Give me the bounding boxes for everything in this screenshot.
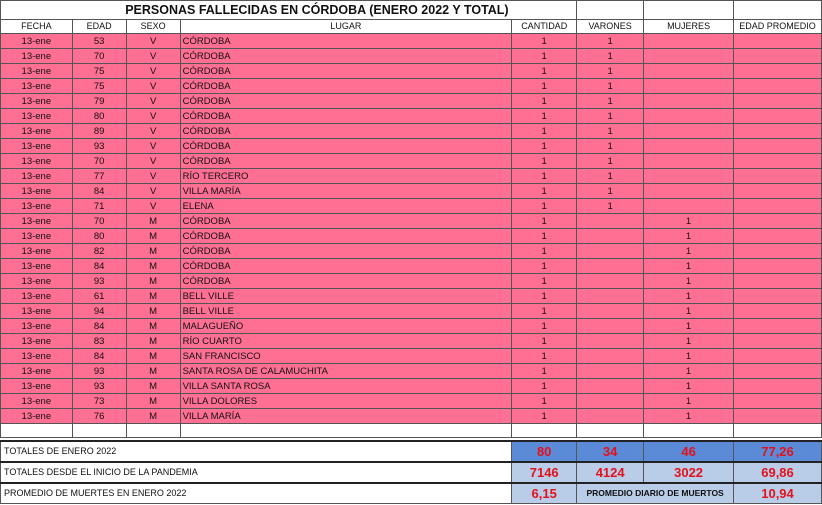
cell-edad-promedio[interactable] xyxy=(734,214,822,229)
cell-mujeres[interactable] xyxy=(644,49,734,64)
spacer-cell[interactable] xyxy=(126,424,180,438)
title-blank-cell[interactable] xyxy=(734,1,822,20)
totals-month-edad-promedio[interactable]: 77,26 xyxy=(734,441,822,462)
cell-edad-promedio[interactable] xyxy=(734,34,822,49)
cell-edad[interactable]: 84 xyxy=(72,319,126,334)
cell-edad-promedio[interactable] xyxy=(734,349,822,364)
title-row xyxy=(1,1,822,20)
totals-month-row xyxy=(1,441,822,462)
cell-cantidad[interactable]: 1 xyxy=(512,319,577,334)
cell-edad[interactable]: 80 xyxy=(72,229,126,244)
cell-mujeres[interactable]: 1 xyxy=(644,334,734,349)
cell-fecha[interactable]: 13-ene xyxy=(1,394,73,409)
cell-sexo[interactable]: V xyxy=(126,109,180,124)
cell-cantidad[interactable]: 1 xyxy=(512,259,577,274)
cell-edad-promedio[interactable] xyxy=(734,244,822,259)
totals-month-label[interactable]: TOTALES DE ENERO 2022 xyxy=(1,441,512,462)
table-row xyxy=(1,379,822,394)
totals-pandemic-varones[interactable]: 4124 xyxy=(577,462,644,483)
cell-edad-promedio[interactable] xyxy=(734,289,822,304)
cell-cantidad[interactable]: 1 xyxy=(512,94,577,109)
cell-fecha[interactable]: 13-ene xyxy=(1,79,73,94)
table-row xyxy=(1,139,822,154)
table-row xyxy=(1,244,822,259)
title-blank-cell[interactable] xyxy=(1,1,73,20)
cell-sexo[interactable]: M xyxy=(126,334,180,349)
table-row xyxy=(1,34,822,49)
table-row xyxy=(1,184,822,199)
cell-lugar[interactable]: ELENA xyxy=(180,199,512,214)
cell-mujeres[interactable] xyxy=(644,184,734,199)
cell-lugar[interactable]: VILLA MARÍA xyxy=(180,184,512,199)
cell-edad[interactable]: 84 xyxy=(72,184,126,199)
cell-mujeres[interactable]: 1 xyxy=(644,409,734,424)
cell-lugar[interactable]: CÓRDOBA xyxy=(180,79,512,94)
cell-mujeres[interactable] xyxy=(644,154,734,169)
table-row xyxy=(1,49,822,64)
cell-edad-promedio[interactable] xyxy=(734,64,822,79)
cell-varones[interactable] xyxy=(577,319,644,334)
cell-edad[interactable]: 93 xyxy=(72,139,126,154)
cell-sexo[interactable]: V xyxy=(126,199,180,214)
cell-edad[interactable]: 82 xyxy=(72,244,126,259)
daily-average-value[interactable]: 10,94 xyxy=(734,483,822,504)
cell-lugar[interactable]: RÍO CUARTO xyxy=(180,334,512,349)
cell-mujeres[interactable]: 1 xyxy=(644,304,734,319)
cell-edad[interactable]: 79 xyxy=(72,94,126,109)
cell-varones[interactable] xyxy=(577,259,644,274)
cell-lugar[interactable]: CÓRDOBA xyxy=(180,64,512,79)
cell-lugar[interactable]: CÓRDOBA xyxy=(180,139,512,154)
cell-cantidad[interactable]: 1 xyxy=(512,274,577,289)
cell-varones[interactable]: 1 xyxy=(577,199,644,214)
cell-varones[interactable] xyxy=(577,394,644,409)
average-label[interactable]: PROMEDIO DE MUERTES EN ENERO 2022 xyxy=(1,483,512,504)
cell-edad-promedio[interactable] xyxy=(734,409,822,424)
cell-lugar[interactable]: CÓRDOBA xyxy=(180,94,512,109)
cell-cantidad[interactable]: 1 xyxy=(512,304,577,319)
spacer-cell[interactable] xyxy=(644,424,734,438)
cell-sexo[interactable]: M xyxy=(126,364,180,379)
cell-edad-promedio[interactable] xyxy=(734,199,822,214)
cell-edad[interactable]: 70 xyxy=(72,214,126,229)
cell-edad[interactable]: 61 xyxy=(72,289,126,304)
cell-mujeres[interactable]: 1 xyxy=(644,229,734,244)
cell-lugar[interactable]: CÓRDOBA xyxy=(180,109,512,124)
cell-varones[interactable] xyxy=(577,229,644,244)
cell-fecha[interactable]: 13-ene xyxy=(1,34,73,49)
cell-lugar[interactable]: CÓRDOBA xyxy=(180,124,512,139)
cell-edad-promedio[interactable] xyxy=(734,154,822,169)
cell-varones[interactable]: 1 xyxy=(577,124,644,139)
cell-lugar[interactable]: BELL VILLE xyxy=(180,289,512,304)
cell-varones[interactable]: 1 xyxy=(577,154,644,169)
cell-cantidad[interactable]: 1 xyxy=(512,349,577,364)
cell-varones[interactable]: 1 xyxy=(577,79,644,94)
totals-month-mujeres[interactable]: 46 xyxy=(644,441,734,462)
spacer-row xyxy=(1,424,822,438)
table-row xyxy=(1,409,822,424)
cell-mujeres[interactable]: 1 xyxy=(644,349,734,364)
cell-sexo[interactable]: V xyxy=(126,64,180,79)
cell-sexo[interactable]: M xyxy=(126,214,180,229)
cell-fecha[interactable]: 13-ene xyxy=(1,229,73,244)
cell-edad-promedio[interactable] xyxy=(734,49,822,64)
cell-lugar[interactable]: VILLA MARÍA xyxy=(180,409,512,424)
cell-varones[interactable]: 1 xyxy=(577,109,644,124)
totals-pandemic-row xyxy=(1,462,822,483)
table-row xyxy=(1,154,822,169)
totals-pandemic-cantidad[interactable]: 7146 xyxy=(512,462,577,483)
cell-cantidad[interactable]: 1 xyxy=(512,124,577,139)
table-row xyxy=(1,94,822,109)
cell-edad-promedio[interactable] xyxy=(734,184,822,199)
cell-varones[interactable] xyxy=(577,349,644,364)
cell-lugar[interactable]: BELL VILLE xyxy=(180,304,512,319)
cell-varones[interactable]: 1 xyxy=(577,184,644,199)
table-row xyxy=(1,334,822,349)
cell-lugar[interactable]: SANTA ROSA DE CALAMUCHITA xyxy=(180,364,512,379)
cell-fecha[interactable]: 13-ene xyxy=(1,349,73,364)
cell-edad[interactable]: 93 xyxy=(72,274,126,289)
cell-fecha[interactable]: 13-ene xyxy=(1,289,73,304)
cell-mujeres[interactable]: 1 xyxy=(644,274,734,289)
table-row xyxy=(1,259,822,274)
table-row xyxy=(1,304,822,319)
cell-cantidad[interactable]: 1 xyxy=(512,34,577,49)
cell-cantidad[interactable]: 1 xyxy=(512,139,577,154)
cell-lugar[interactable]: CÓRDOBA xyxy=(180,244,512,259)
cell-fecha[interactable]: 13-ene xyxy=(1,259,73,274)
header-sexo[interactable]: SEXO xyxy=(126,20,180,34)
cell-edad-promedio[interactable] xyxy=(734,364,822,379)
cell-fecha[interactable]: 13-ene xyxy=(1,304,73,319)
cell-edad-promedio[interactable] xyxy=(734,94,822,109)
cell-varones[interactable] xyxy=(577,334,644,349)
cell-mujeres[interactable] xyxy=(644,94,734,109)
table-row xyxy=(1,109,822,124)
cell-cantidad[interactable]: 1 xyxy=(512,184,577,199)
cell-mujeres[interactable] xyxy=(644,139,734,154)
cell-fecha[interactable]: 13-ene xyxy=(1,379,73,394)
cell-sexo[interactable]: V xyxy=(126,169,180,184)
cell-sexo[interactable]: M xyxy=(126,409,180,424)
header-edad-promedio[interactable]: EDAD PROMEDIO xyxy=(734,20,822,34)
cell-varones[interactable] xyxy=(577,244,644,259)
cell-fecha[interactable]: 13-ene xyxy=(1,94,73,109)
cell-mujeres[interactable]: 1 xyxy=(644,319,734,334)
spacer-cell[interactable] xyxy=(577,424,644,438)
cell-cantidad[interactable]: 1 xyxy=(512,64,577,79)
cell-sexo[interactable]: M xyxy=(126,274,180,289)
table-row xyxy=(1,364,822,379)
cell-varones[interactable]: 1 xyxy=(577,94,644,109)
title-blank-cell[interactable] xyxy=(644,1,734,20)
cell-varones[interactable]: 1 xyxy=(577,64,644,79)
cell-fecha[interactable]: 13-ene xyxy=(1,199,73,214)
table-row xyxy=(1,274,822,289)
cell-mujeres[interactable] xyxy=(644,34,734,49)
cell-edad-promedio[interactable] xyxy=(734,229,822,244)
cell-varones[interactable] xyxy=(577,409,644,424)
cell-edad[interactable]: 71 xyxy=(72,199,126,214)
totals-pandemic-edad-promedio[interactable]: 69,86 xyxy=(734,462,822,483)
cell-sexo[interactable]: M xyxy=(126,244,180,259)
cell-edad-promedio[interactable] xyxy=(734,334,822,349)
cell-edad[interactable]: 70 xyxy=(72,49,126,64)
cell-edad[interactable]: 53 xyxy=(72,34,126,49)
spacer-cell[interactable] xyxy=(1,424,73,438)
cell-fecha[interactable]: 13-ene xyxy=(1,169,73,184)
cell-varones[interactable]: 1 xyxy=(577,49,644,64)
cell-fecha[interactable]: 13-ene xyxy=(1,319,73,334)
table-row xyxy=(1,199,822,214)
table-row xyxy=(1,79,822,94)
cell-varones[interactable] xyxy=(577,304,644,319)
cell-fecha[interactable]: 13-ene xyxy=(1,64,73,79)
cell-edad-promedio[interactable] xyxy=(734,169,822,184)
cell-lugar[interactable]: CÓRDOBA xyxy=(180,154,512,169)
cell-cantidad[interactable]: 1 xyxy=(512,199,577,214)
cell-fecha[interactable]: 13-ene xyxy=(1,139,73,154)
cell-edad[interactable]: 70 xyxy=(72,154,126,169)
cell-fecha[interactable]: 13-ene xyxy=(1,109,73,124)
cell-cantidad[interactable]: 1 xyxy=(512,409,577,424)
cell-lugar[interactable]: CÓRDOBA xyxy=(180,274,512,289)
table-row xyxy=(1,64,822,79)
cell-varones[interactable] xyxy=(577,289,644,304)
cell-cantidad[interactable]: 1 xyxy=(512,214,577,229)
cell-mujeres[interactable] xyxy=(644,199,734,214)
cell-lugar[interactable]: SAN FRANCISCO xyxy=(180,349,512,364)
cell-edad[interactable]: 75 xyxy=(72,64,126,79)
cell-lugar[interactable]: RÍO TERCERO xyxy=(180,169,512,184)
spacer-cell[interactable] xyxy=(180,424,512,438)
cell-edad-promedio[interactable] xyxy=(734,109,822,124)
cell-edad-promedio[interactable] xyxy=(734,79,822,94)
cell-edad-promedio[interactable] xyxy=(734,304,822,319)
table-row xyxy=(1,124,822,139)
cell-mujeres[interactable] xyxy=(644,64,734,79)
cell-edad-promedio[interactable] xyxy=(734,319,822,334)
cell-lugar[interactable]: MALAGUEÑO xyxy=(180,319,512,334)
cell-sexo[interactable]: M xyxy=(126,379,180,394)
cell-mujeres[interactable] xyxy=(644,169,734,184)
cell-varones[interactable] xyxy=(577,364,644,379)
cell-edad-promedio[interactable] xyxy=(734,259,822,274)
cell-cantidad[interactable]: 1 xyxy=(512,154,577,169)
cell-fecha[interactable]: 13-ene xyxy=(1,334,73,349)
table-row xyxy=(1,229,822,244)
cell-varones[interactable] xyxy=(577,214,644,229)
cell-fecha[interactable]: 13-ene xyxy=(1,274,73,289)
totals-pandemic-mujeres[interactable]: 3022 xyxy=(644,462,734,483)
cell-fecha[interactable]: 13-ene xyxy=(1,184,73,199)
cell-sexo[interactable]: M xyxy=(126,319,180,334)
cell-sexo[interactable]: M xyxy=(126,349,180,364)
cell-cantidad[interactable]: 1 xyxy=(512,289,577,304)
cell-lugar[interactable]: CÓRDOBA xyxy=(180,229,512,244)
cell-sexo[interactable]: M xyxy=(126,229,180,244)
cell-sexo[interactable]: V xyxy=(126,154,180,169)
cell-sexo[interactable]: V xyxy=(126,49,180,64)
header-row xyxy=(1,20,822,34)
cell-fecha[interactable]: 13-ene xyxy=(1,244,73,259)
average-row xyxy=(1,483,822,504)
cell-lugar[interactable]: CÓRDOBA xyxy=(180,34,512,49)
table-row xyxy=(1,319,822,334)
cell-sexo[interactable]: V xyxy=(126,34,180,49)
cell-cantidad[interactable]: 1 xyxy=(512,244,577,259)
cell-edad[interactable]: 93 xyxy=(72,364,126,379)
cell-sexo[interactable]: V xyxy=(126,79,180,94)
cell-fecha[interactable]: 13-ene xyxy=(1,154,73,169)
cell-mujeres[interactable]: 1 xyxy=(644,259,734,274)
cell-edad-promedio[interactable] xyxy=(734,274,822,289)
cell-cantidad[interactable]: 1 xyxy=(512,364,577,379)
cell-edad-promedio[interactable] xyxy=(734,124,822,139)
totals-month-cantidad[interactable]: 80 xyxy=(512,441,577,462)
cell-varones[interactable] xyxy=(577,274,644,289)
cell-edad[interactable]: 89 xyxy=(72,124,126,139)
header-mujeres[interactable]: MUJERES xyxy=(644,20,734,34)
cell-lugar[interactable]: VILLA SANTA ROSA xyxy=(180,379,512,394)
cell-fecha[interactable]: 13-ene xyxy=(1,364,73,379)
cell-sexo[interactable]: V xyxy=(126,94,180,109)
cell-mujeres[interactable] xyxy=(644,124,734,139)
table-row xyxy=(1,169,822,184)
cell-edad-promedio[interactable] xyxy=(734,379,822,394)
spacer-cell[interactable] xyxy=(512,424,577,438)
daily-average-label[interactable]: PROMEDIO DIARIO DE MUERTOS xyxy=(577,483,734,504)
cell-mujeres[interactable]: 1 xyxy=(644,364,734,379)
cell-edad[interactable]: 76 xyxy=(72,409,126,424)
cell-fecha[interactable]: 13-ene xyxy=(1,409,73,424)
cell-mujeres[interactable] xyxy=(644,109,734,124)
cell-sexo[interactable]: M xyxy=(126,394,180,409)
cell-edad-promedio[interactable] xyxy=(734,139,822,154)
cell-sexo[interactable]: V xyxy=(126,124,180,139)
cell-lugar[interactable]: VILLA DOLORES xyxy=(180,394,512,409)
cell-cantidad[interactable]: 1 xyxy=(512,49,577,64)
cell-mujeres[interactable]: 1 xyxy=(644,394,734,409)
header-varones[interactable]: VARONES xyxy=(577,20,644,34)
average-value[interactable]: 6,15 xyxy=(512,483,577,504)
cell-edad[interactable]: 84 xyxy=(72,349,126,364)
cell-cantidad[interactable]: 1 xyxy=(512,169,577,184)
cell-cantidad[interactable]: 1 xyxy=(512,379,577,394)
totals-month-varones[interactable]: 34 xyxy=(577,441,644,462)
cell-edad[interactable]: 83 xyxy=(72,334,126,349)
cell-sexo[interactable]: M xyxy=(126,304,180,319)
cell-varones[interactable]: 1 xyxy=(577,169,644,184)
cell-edad[interactable]: 94 xyxy=(72,304,126,319)
cell-fecha[interactable]: 13-ene xyxy=(1,214,73,229)
cell-cantidad[interactable]: 1 xyxy=(512,109,577,124)
header-edad[interactable]: EDAD xyxy=(72,20,126,34)
cell-mujeres[interactable]: 1 xyxy=(644,379,734,394)
cell-mujeres[interactable] xyxy=(644,79,734,94)
cell-lugar[interactable]: CÓRDOBA xyxy=(180,49,512,64)
cell-fecha[interactable]: 13-ene xyxy=(1,49,73,64)
page-title: PERSONAS FALLECIDAS EN CÓRDOBA (ENERO 2022 Y TOTAL) xyxy=(72,1,576,20)
cell-sexo[interactable]: V xyxy=(126,184,180,199)
title-blank-cell[interactable] xyxy=(577,1,644,20)
cell-cantidad[interactable]: 1 xyxy=(512,394,577,409)
cell-edad[interactable]: 75 xyxy=(72,79,126,94)
table-row xyxy=(1,214,822,229)
cell-varones[interactable]: 1 xyxy=(577,139,644,154)
cell-mujeres[interactable]: 1 xyxy=(644,289,734,304)
cell-edad[interactable]: 77 xyxy=(72,169,126,184)
header-lugar[interactable]: LUGAR xyxy=(180,20,512,34)
cell-mujeres[interactable]: 1 xyxy=(644,244,734,259)
cell-varones[interactable]: 1 xyxy=(577,34,644,49)
table-row xyxy=(1,394,822,409)
spacer-cell[interactable] xyxy=(72,424,126,438)
table-row xyxy=(1,349,822,364)
cell-cantidad[interactable]: 1 xyxy=(512,334,577,349)
cell-sexo[interactable]: M xyxy=(126,289,180,304)
cell-mujeres[interactable]: 1 xyxy=(644,214,734,229)
table-row xyxy=(1,289,822,304)
cell-sexo[interactable]: M xyxy=(126,259,180,274)
cell-edad[interactable]: 84 xyxy=(72,259,126,274)
cell-varones[interactable] xyxy=(577,379,644,394)
cell-cantidad[interactable]: 1 xyxy=(512,229,577,244)
cell-edad[interactable]: 93 xyxy=(72,379,126,394)
totals-pandemic-label[interactable]: TOTALES DESDE EL INICIO DE LA PANDEMIA xyxy=(1,462,512,483)
cell-lugar[interactable]: CÓRDOBA xyxy=(180,259,512,274)
cell-lugar[interactable]: CÓRDOBA xyxy=(180,214,512,229)
cell-edad[interactable]: 73 xyxy=(72,394,126,409)
spacer-cell[interactable] xyxy=(734,424,822,438)
header-fecha[interactable]: FECHA xyxy=(1,20,73,34)
cell-edad-promedio[interactable] xyxy=(734,394,822,409)
header-cantidad[interactable]: CANTIDAD xyxy=(512,20,577,34)
cell-fecha[interactable]: 13-ene xyxy=(1,124,73,139)
cell-cantidad[interactable]: 1 xyxy=(512,79,577,94)
cell-sexo[interactable]: V xyxy=(126,139,180,154)
cell-edad[interactable]: 80 xyxy=(72,109,126,124)
